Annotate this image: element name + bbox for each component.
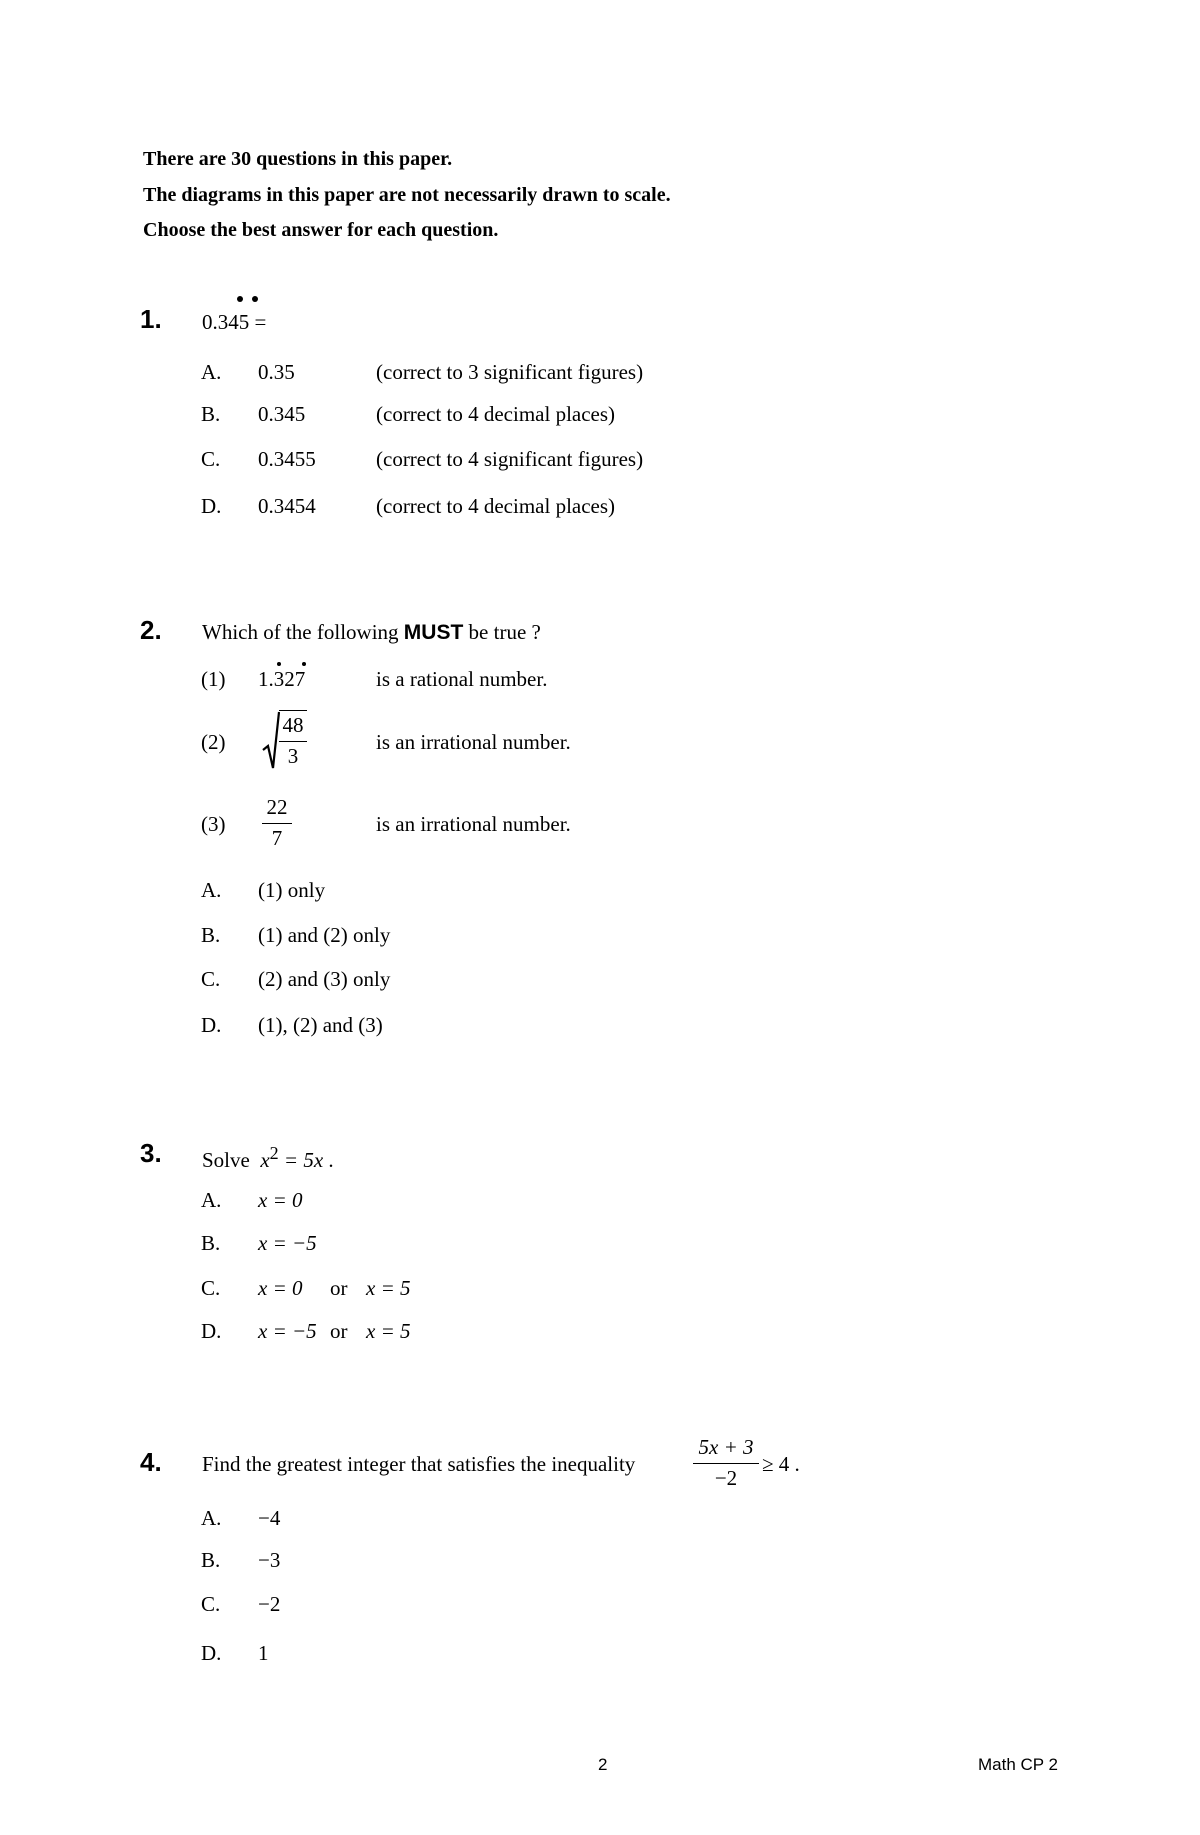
fraction-denominator: 3 — [287, 744, 299, 768]
instruction-line-1: There are 30 questions in this paper. — [143, 148, 453, 170]
option-value: −3 — [258, 1548, 281, 1572]
option-connector: or — [330, 1276, 348, 1300]
question-number: 2. — [140, 615, 162, 645]
option-note: (correct to 3 significant figures) — [376, 360, 644, 384]
inequality-fraction — [693, 1435, 759, 1491]
option-label: C. — [201, 447, 221, 471]
option-label: B. — [201, 1548, 221, 1572]
recurring-dot — [237, 296, 243, 302]
fraction-denominator: −2 — [714, 1466, 738, 1490]
option-label: A. — [201, 1188, 222, 1212]
option-note: (correct to 4 significant figures) — [376, 447, 644, 471]
option-value: (1) and (2) only — [258, 923, 391, 947]
option-label: D. — [201, 1319, 222, 1343]
option-note: (correct to 4 decimal places) — [376, 402, 616, 426]
option-value: 0.345 — [258, 402, 306, 426]
statement-expression: 1.327 — [258, 667, 306, 691]
fraction-numerator: 5x + 3 — [698, 1435, 754, 1459]
option-label: B. — [201, 402, 221, 426]
option-value: x = 5 — [366, 1319, 411, 1343]
option-value: −4 — [258, 1506, 281, 1530]
option-note: (correct to 4 decimal places) — [376, 494, 616, 518]
option-value: (1), (2) and (3) — [258, 1013, 383, 1037]
recurring-dot — [252, 296, 258, 302]
square-root-sign — [262, 710, 280, 772]
option-value: 0.35 — [258, 360, 295, 384]
option-label: B. — [201, 923, 221, 947]
emphasis-must: MUST — [403, 621, 464, 644]
option-label: B. — [201, 1231, 221, 1255]
fraction-denominator: 7 — [271, 826, 283, 850]
statement-text: is an irrational number. — [376, 812, 571, 836]
option-label: A. — [201, 878, 222, 902]
statement-text: is an irrational number. — [376, 730, 571, 754]
option-value: 0.3454 — [258, 494, 316, 518]
question-stem: Solve $x^2 = 5x$ . — [202, 1143, 334, 1172]
option-value: (2) and (3) only — [258, 967, 391, 991]
statement-text: is a rational number. — [376, 667, 548, 691]
option-value: x = 0 — [258, 1188, 303, 1212]
paper-code: Math CP 2 — [978, 1755, 1059, 1774]
option-value: x = −5 — [258, 1231, 317, 1255]
statement-label: (2) — [201, 730, 226, 754]
option-label: C. — [201, 967, 221, 991]
fraction — [262, 795, 292, 851]
fraction-numerator: 22 — [266, 795, 288, 819]
option-label: A. — [201, 360, 222, 384]
option-label: A. — [201, 1506, 222, 1530]
option-value: x = −5 — [258, 1319, 317, 1343]
option-value: 0.3455 — [258, 447, 316, 471]
option-value: x = 5 — [366, 1276, 411, 1300]
option-label: D. — [201, 1641, 222, 1665]
question-stem: Which of the following MUST be true ? — [202, 620, 541, 644]
statement-label: (1) — [201, 667, 226, 691]
question-number: 1. — [140, 304, 162, 334]
inequality-relation: ≥ 4 . — [762, 1452, 800, 1476]
option-value: 1 — [258, 1641, 269, 1665]
statement-label: (3) — [201, 812, 226, 836]
question-number: 3. — [140, 1138, 162, 1168]
option-connector: or — [330, 1319, 348, 1343]
page-number: 2 — [598, 1755, 608, 1774]
fraction-numerator: 48 — [282, 713, 304, 737]
option-label: C. — [201, 1276, 221, 1300]
instruction-line-2: The diagrams in this paper are not necessarily drawn to scale. — [143, 184, 671, 206]
question-stem: Find the greatest integer that satisfies the inequality — [202, 1452, 636, 1476]
question-number: 4. — [140, 1447, 162, 1477]
recurring-dot — [302, 662, 306, 666]
instruction-line-3: Choose the best answer for each question. — [143, 219, 499, 241]
sqrt-fraction — [279, 710, 307, 769]
option-label: D. — [201, 1013, 222, 1037]
option-value: (1) only — [258, 878, 326, 902]
question-stem: 0.345 = — [202, 310, 267, 334]
option-value: −2 — [258, 1592, 281, 1616]
option-value: x = 0 — [258, 1276, 303, 1300]
option-label: D. — [201, 494, 222, 518]
option-label: C. — [201, 1592, 221, 1616]
recurring-dot — [277, 662, 281, 666]
